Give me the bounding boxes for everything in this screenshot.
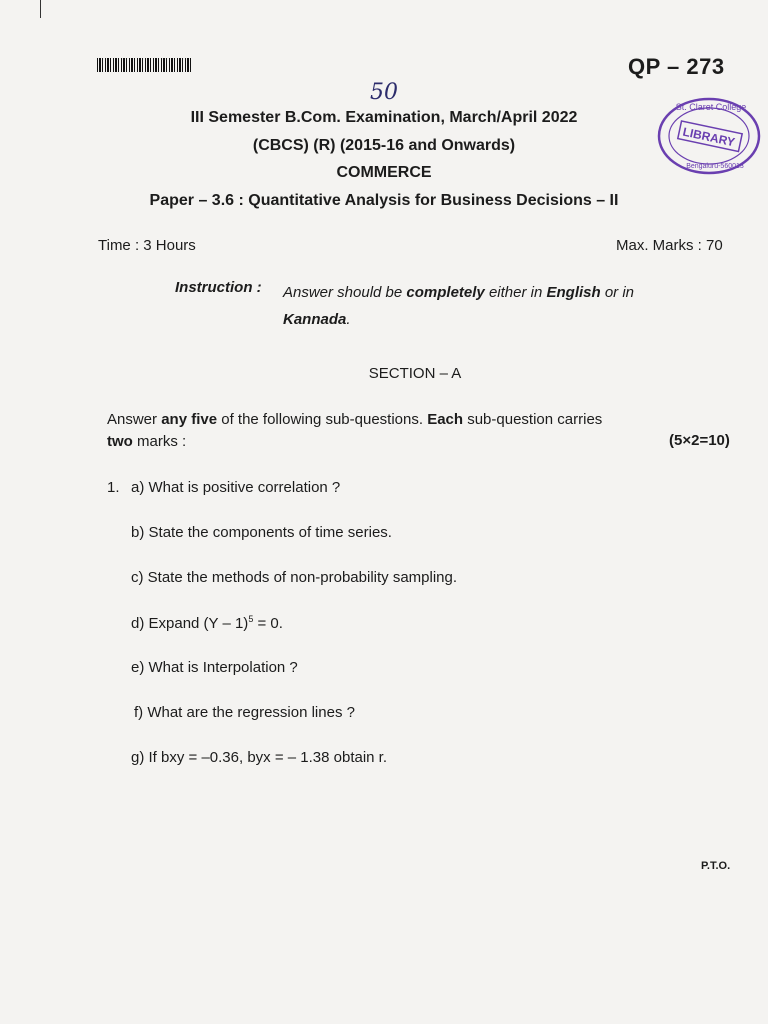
barcode [97, 58, 193, 72]
library-stamp [655, 96, 763, 176]
exam-time: Time : 3 Hours [98, 237, 196, 254]
answer-instruction: Answer any five of the following sub-questions. Each sub-question carries two marks : [107, 411, 603, 450]
question-item: d) Expand (Y – 1)$^5$ = 0. [131, 614, 283, 632]
exam-scheme: (CBCS) (R) (2015-16 and Onwards) [252, 137, 516, 154]
question-item: b) State the components of time series. [131, 524, 392, 541]
handwritten-mark: 50 [370, 80, 398, 105]
section-heading: SECTION – A [368, 365, 462, 382]
question-item: e) What is Interpolation ? [131, 659, 298, 676]
instruction-label: Instruction : [175, 279, 262, 296]
svg-text:St. Claret College: St. Claret College [675, 102, 747, 112]
instruction-text: Answer should be completely either in English or in Kannada. [283, 284, 635, 328]
subject-name: COMMERCE [336, 164, 432, 181]
qp-code: QP – 273 [628, 54, 725, 79]
question-item: f) What are the regression lines ? [134, 704, 355, 721]
question-number: 1. [107, 479, 120, 496]
question-item: g) If bxy = –0.36, byx = – 1.38 obtain r. [131, 749, 388, 766]
question-item: c) State the methods of non-probability sampling. [131, 569, 458, 586]
svg-text:Bengaluru-560013: Bengaluru-560013 [686, 163, 744, 170]
page-fold-mark [0, 0, 41, 18]
paper-title: Paper – 3.6 : Quantitative Analysis for Business Decisions – II [149, 192, 619, 209]
section-marks: (5×2=10) [669, 432, 730, 449]
svg-text:LIBRARY: LIBRARY [681, 124, 737, 150]
question-item: a) What is positive correlation ? [131, 479, 341, 496]
exam-title: III Semester B.Com. Examination, March/April 2022 [190, 109, 578, 126]
max-marks: Max. Marks : 70 [616, 237, 723, 254]
pto-label: P.T.O. [701, 860, 731, 872]
